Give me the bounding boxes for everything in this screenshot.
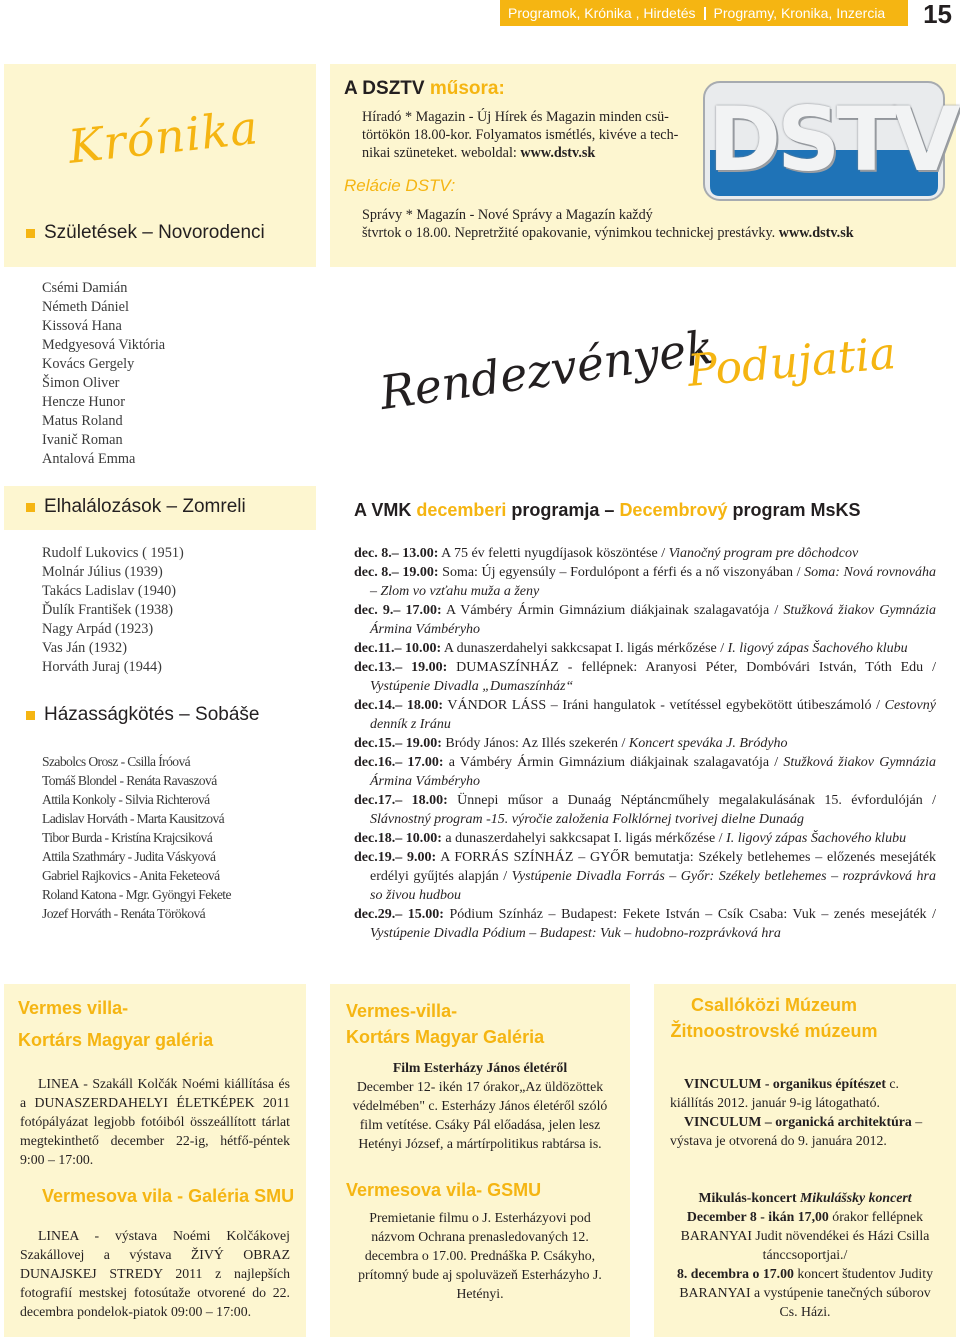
dstv-website-link[interactable]: www.dstv.sk — [778, 225, 854, 241]
dstv-hu-text: Híradó * Magazin - Új Hírek és Magazin minden csü- törtökön 18.00-kor. Folyamatos ismétlés, kivéve a tech- nikai szüneteket. weboldal: www.dstv.sk — [362, 109, 679, 161]
program-date: dec.17.– 18.00: — [354, 793, 448, 808]
program-text-sk: Cestovný denník z Iránu — [370, 698, 936, 732]
program-date: dec.16.– 17.00: — [354, 755, 444, 770]
program-text-sk: Koncert speváka J. Bródyho — [628, 736, 788, 751]
program-item — [354, 829, 936, 848]
program-item — [354, 563, 936, 601]
births-list — [42, 279, 302, 469]
list-item: Vas Ján (1932) — [42, 640, 127, 656]
box1-heading: Vermes villa- Kortárs Magyar galéria — [18, 998, 214, 1050]
list-item: Csémi Damián — [42, 280, 128, 296]
program-text-sk: Vystúpenie Divadla „Dumaszínház“ — [370, 679, 574, 694]
box3-p1: VINCULUM - organikus építészet c. kiállítás 2012. január 9-ig látogatható. — [670, 1076, 899, 1110]
list-item: Kissová Hana — [42, 318, 122, 334]
program-date: dec. 8.– 19.00: — [354, 565, 439, 580]
program-date: dec.15.– 19.00: — [354, 736, 442, 751]
section-title-hu: Programok, Krónika , Hirdetés — [508, 5, 696, 21]
box2-sk-text: Premietanie filmu o J. Esterházyovi pod názvom Ochrana prenasledovaných 12. decembra o 17.00. Prednáška P. Csákyho, prítomný bude aj spoluväzeň Esterházyho J. Hetényi. — [358, 1210, 602, 1301]
program-item — [354, 753, 936, 791]
program-item — [354, 696, 936, 734]
program-text-sk: Vystúpenie Divadla Pódium – Budapest: Vuk – hudobno-rozprávková hra — [370, 926, 781, 941]
box1-sk-text: LINEA - výstava Noémi Kolčákovej Szakállovej a výstava ŽIVÝ OBRAZ DUNAJSKEJ STREDY 2011 z najlepších fotografií mestskej fotosútaže otvorené do 22. decembra pondelok-piatok 09:00 – 17:00. — [20, 1228, 290, 1319]
program-text-hu: a Vámbéry Ármin Gimnázium diákjainak szalagavatója / — [443, 755, 784, 770]
dstv-sk-heading: Relácie DSTV: — [344, 176, 456, 195]
box3-heading: Csallóközi Múzeum Žitnoostrovské múzeum — [670, 995, 878, 1041]
bullet-square-icon — [26, 711, 35, 720]
box2-sk-heading: Vermesova vila- GSMU — [346, 1180, 542, 1200]
program-date: dec. 8.– 13.00: — [354, 546, 439, 561]
box2-film-title: Film Esterházy János életéről — [392, 1060, 568, 1075]
program-text-sk: Stužková žiakov Gymnázia Ármina Vámbéryho — [370, 603, 936, 637]
events-title-hu: Rendezvények — [376, 319, 718, 420]
section-title-sk: Programy, Kronika, Inzercia — [713, 5, 886, 21]
program-text-sk: Slávnostný program -15. výročie založenia Folklórnej tvorivej dielne Dunaág — [370, 812, 805, 827]
deaths-heading-panel — [4, 486, 316, 530]
program-text-hu: A dunaszerdahelyi sakkcsapat I. ligás mérkőzése / — [441, 641, 728, 656]
program-date: dec.29.– 15.00: — [354, 907, 444, 922]
program-text-sk: Stužková žiakov Gymnázia Ármina Vámbéryho — [370, 755, 936, 789]
births-heading: Születések – Novorodenci — [26, 222, 265, 244]
list-item: Takács Ladislav (1940) — [42, 583, 176, 599]
program-item — [354, 734, 936, 753]
program-item — [354, 601, 936, 639]
program-text-sk: Soma: Nová rovnováha – Zlom vo vzťahu muža a ženy — [370, 565, 936, 599]
program-text-sk: I. ligový zápas Šachového klubu — [727, 641, 908, 656]
program-date: dec. 9.– 17.00: — [354, 603, 442, 618]
list-item: Ďulík František (1938) — [42, 602, 174, 618]
program-text-hu: Pódium Színház – Budapest: Fekete István – Csík Csaba: Vuk – zenés mesejáték / — [443, 907, 936, 922]
list-item: Antalová Emma — [42, 451, 136, 467]
program-item — [354, 544, 936, 563]
dstv-hu-heading: A DSZTV műsora: — [344, 78, 505, 99]
separator — [704, 7, 706, 20]
box-csallokozi-muzeum — [654, 984, 956, 1337]
box1-hu-text: LINEA - Szakáll Kolčák Noémi kiállítása és a DUNASZERDAHELYI ÉLETKÉPEK 2011 fotópályázat legjobb fotóiból összeállított tárlat megtekinthető december 22-ig, hétfő-péntek 9:00 – 17:00. — [20, 1076, 290, 1167]
list-item: Kovács Gergely — [42, 356, 135, 372]
list-item: Horváth Juraj (1944) — [42, 659, 162, 675]
program-item — [354, 791, 936, 829]
program-item — [354, 639, 936, 658]
program-item — [354, 848, 936, 905]
program-text-hu: A Vámbéry Ármin Gimnázium diákjainak szalagavatója / — [441, 603, 784, 618]
list-item: Attila Konkoly - Silvia Richterová — [42, 792, 210, 807]
dstv-logo — [702, 78, 957, 204]
list-item: Nagy Arpád (1923) — [42, 621, 154, 637]
program-text-sk: Vianočný program pre dôchodcov — [668, 546, 859, 561]
kronika-header-panel — [4, 64, 316, 267]
program-item — [354, 658, 936, 696]
list-item: Šimon Oliver — [42, 375, 120, 391]
box1-sk-heading: Vermesova vila - Galéria SMU — [42, 1186, 295, 1206]
program-text-hu: Bródy János: Az Illés szekerén / — [441, 736, 629, 751]
list-item: Matus Roland — [42, 413, 123, 429]
list-item: Molnár Július (1939) — [42, 564, 163, 580]
box2-heading: Vermes-villa- Kortárs Magyar Galéria — [346, 1001, 545, 1047]
list-item: Medgyesová Viktória — [42, 337, 166, 353]
dstv-panel — [330, 64, 956, 267]
deaths-list — [42, 544, 302, 677]
box3-concert: Mikulás-koncert Mikulášsky koncert December 8 - ikán 17,00 órakor fellépnek BARANYAI Judit növendékei és Házi Csilla tánccsoportjai./ 8. decembra o 17.00 koncert študentov Judity BARANYAI a vystúpenie tanečných súborov Cs. Házi. — [677, 1190, 933, 1319]
list-item: Jozef Horváth - Renáta Töröková — [42, 906, 206, 921]
program-text-hu: DUMASZÍNHÁZ - fellépnek: Aranyosi Péter, Dombóvári István, Tóth Edu / — [447, 660, 936, 675]
program-list — [354, 544, 936, 943]
program-text-hu: Ünnepi műsor a Dunaág Néptáncműhely megalakulásának 15. évfordulóján / — [447, 793, 936, 808]
program-text-hu: VÁNDOR LÁSS – Iráni hangulatok - vetítéssel egybekötött útibeszámoló / — [443, 698, 885, 713]
page-number: 15 — [923, 0, 952, 29]
program-text-hu: A 75 év feletti nyugdíjasok köszöntése / — [438, 546, 669, 561]
list-item: Tibor Burda - Kristína Krajcsiková — [42, 830, 213, 845]
list-item: Tomáš Blondel - Renáta Ravaszová — [42, 773, 217, 788]
program-date: dec.19.– 9.00: — [354, 850, 437, 865]
list-item: Hencze Hunor — [42, 394, 125, 410]
dstv-logo-text: DSTV — [708, 88, 957, 191]
program-text-hu: a dunaszerdahelyi sakkcsapat I. ligás mérkőzése / — [441, 831, 727, 846]
program-text-sk: I. ligový zápas Šachového klubu — [726, 831, 907, 846]
list-item: Gabriel Rajkovics - Anita Feketeová — [42, 868, 220, 883]
bullet-square-icon — [26, 229, 35, 238]
list-item: Szabolcs Orosz - Csilla Íróová — [42, 754, 191, 769]
deaths-heading: Elhalálozások – Zomreli — [26, 496, 246, 518]
program-date: dec.13.– 19.00: — [354, 660, 448, 675]
box-vermes-villa — [4, 984, 306, 1337]
program-heading: A VMK decemberi programja – Decembrový program MsKS — [354, 500, 861, 520]
program-date: dec.14.– 18.00: — [354, 698, 443, 713]
marriages-list — [42, 752, 312, 923]
list-item: Rudolf Lukovics ( 1951) — [42, 545, 184, 561]
program-text-hu: Soma: Új egyensúly – Fordulópont a férfi és a nő viszonyában / — [438, 565, 805, 580]
program-date: dec.11.– 10.00: — [354, 641, 442, 656]
program-text-sk: Vystúpenie Divadla Forrás – Győr: Székely betlehemes – rozprávková hra so živou hudbou — [370, 869, 936, 903]
box2-hu-text: December 12- ikén 17 órakor„Az üldözöttek védelmében" c. Esterházy János életéről szóló film vetítése. Csáky Pál előadása, jelen lesz Hetényi József, a mártírpolitikus rabtársa is. — [352, 1079, 608, 1151]
program-item — [354, 905, 936, 943]
list-item: Attila Szathmáry - Judita Váskyová — [42, 849, 216, 864]
list-item: Ladislav Horváth - Marta Kausitzová — [42, 811, 225, 826]
program-text-hu: A FORRÁS SZÍNHÁZ – GYŐR bemutatja: Székely betlehemes – előzenés mesejáték erdélyi gyűjtés alapján / — [370, 850, 936, 884]
box3-p2: VINCULUM – organická architektúra – výstava je otvorená do 9. januára 2012. — [670, 1114, 923, 1148]
marriages-heading: Házasságkötés – Sobáše — [26, 704, 259, 726]
box-vermes-villa-film — [330, 984, 630, 1337]
dstv-website-link[interactable]: www.dstv.sk — [520, 145, 596, 161]
events-title-sk: Podujatia — [685, 328, 898, 397]
program-date: dec.18.– 10.00: — [354, 831, 442, 846]
list-item: Németh Dániel — [42, 299, 129, 315]
dstv-sk-text: Správy * Magazín - Nové Správy a Magazín každý štvrtok o 18.00. Nepretržité opakovanie, výnimkou technickej prestávky. www.dstv.sk — [362, 207, 854, 241]
list-item: Roland Katona - Mgr. Gyöngyi Fekete — [42, 887, 231, 902]
section-header-bar — [500, 0, 908, 26]
list-item: Ivanič Roman — [42, 432, 123, 448]
kronika-title: Krónika — [65, 100, 261, 174]
bullet-square-icon — [26, 503, 35, 512]
